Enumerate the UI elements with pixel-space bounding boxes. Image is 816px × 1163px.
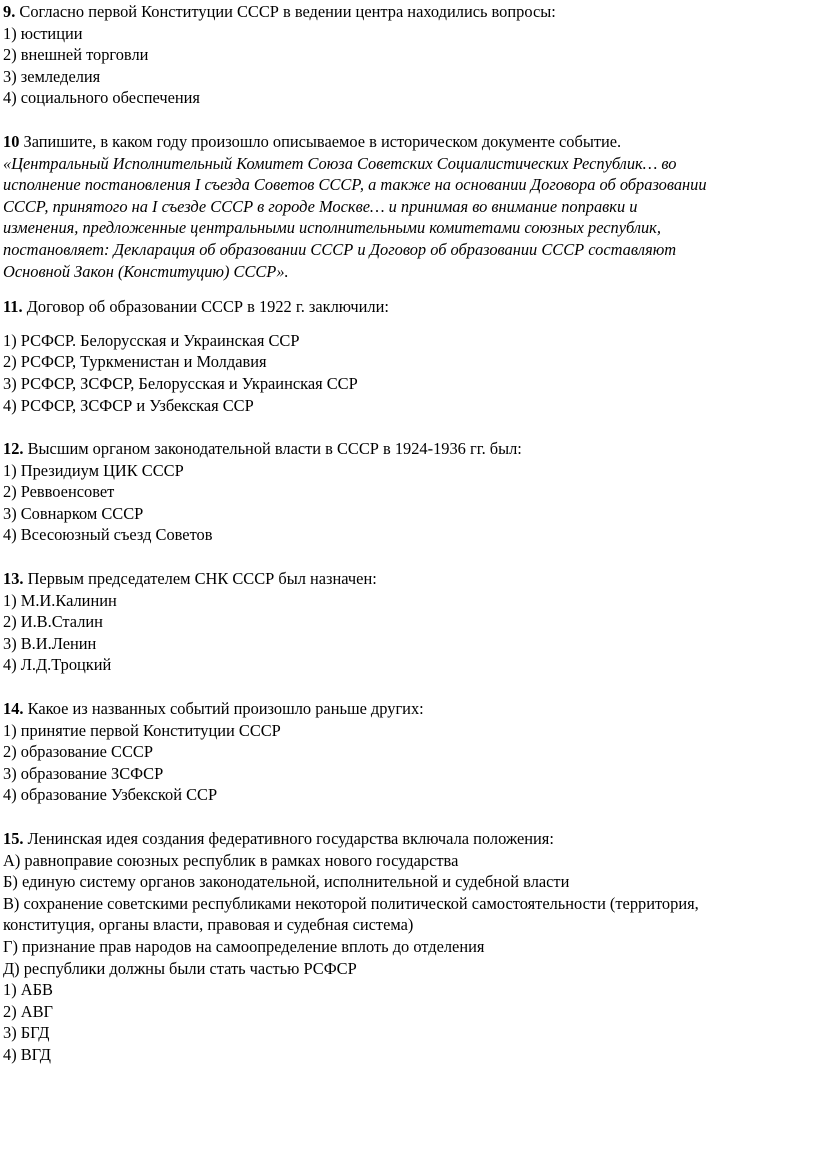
question-10 xyxy=(3,131,809,282)
question-11-number: 11. xyxy=(3,297,23,317)
question-10-text: Запишите, в каком году произошло описываемое в историческом документе событие. xyxy=(19,131,622,151)
question-13-prompt xyxy=(3,568,809,590)
quote-line-2: исполнение постановления I съезда Советов СССР, а также на основании Договора об образовании xyxy=(3,175,707,195)
question-9-number: 9. xyxy=(3,2,16,21)
question-13-text: Первым председателем СНК СССР был назначен: xyxy=(23,569,377,589)
question-14-option-2: 2) образование СССР xyxy=(3,742,153,762)
question-14-prompt xyxy=(3,698,809,720)
quote-line-3: СССР, принятого на I съезде СССР в городе Москве… и принимая во внимание поправки и xyxy=(3,196,638,216)
question-14-option-1: 1) принятие первой Конституции СССР xyxy=(3,720,281,740)
question-15-option-2: 2) АВГ xyxy=(3,1001,53,1021)
question-13-option-3: 3) В.И.Ленин xyxy=(3,633,97,653)
spacer xyxy=(3,318,809,330)
question-14-text: Какое из названных событий произошло раньше других: xyxy=(23,699,424,719)
spacer xyxy=(3,546,809,568)
question-12-number: 12. xyxy=(3,439,24,459)
historical-document-quote xyxy=(3,153,809,283)
question-12-option-1: 1) Президиум ЦИК СССР xyxy=(3,460,184,480)
question-15-option-1: 1) АБВ xyxy=(3,980,53,1000)
question-11-text: Договор об образовании СССР в 1922 г. заключили: xyxy=(22,297,389,317)
question-12-prompt xyxy=(3,438,809,460)
question-15-statement-a: А) равноправие союзных республик в рамках нового государства xyxy=(3,850,459,870)
question-15-statement-v: В) сохранение советскими республиками некоторой политической самостоятельности (территория, xyxy=(3,893,699,913)
question-15-option-3: 3) БГД xyxy=(3,1023,50,1043)
question-12 xyxy=(3,438,809,546)
question-9-option-1: 1) юстиции xyxy=(3,23,83,43)
quote-line-6: Основной Закон (Конституцию) СССР». xyxy=(3,261,289,281)
question-15-option-4: 4) ВГД xyxy=(3,1044,51,1064)
question-15-text: Ленинская идея создания федеративного государства включала положения: xyxy=(23,829,554,848)
question-11 xyxy=(3,296,809,416)
document-page xyxy=(3,1,809,1066)
question-9-option-3: 3) земледелия xyxy=(3,66,101,86)
question-9 xyxy=(3,1,809,109)
quote-line-5: постановляет: Декларация об образовании СССР и Договор об образовании СССР составляют xyxy=(3,239,677,259)
question-10-prompt xyxy=(3,131,809,153)
quote-line-1: «Центральный Исполнительный Комитет Союза Советских Социалистических Республик… во xyxy=(3,153,677,173)
question-15-prompt xyxy=(3,828,809,850)
question-13-option-4: 4) Л.Д.Троцкий xyxy=(3,655,112,675)
question-13-option-2: 2) И.В.Сталин xyxy=(3,612,103,632)
question-11-option-2: 2) РСФСР, Туркменистан и Молдавия xyxy=(3,352,267,372)
question-15-statement-v-cont: конституция, органы власти, правовая и судебная система) xyxy=(3,915,414,935)
question-14 xyxy=(3,698,809,806)
question-10-number: 10 xyxy=(3,131,20,151)
question-12-text: Высшим органом законодательной власти в СССР в 1924-1936 гг. был: xyxy=(23,439,522,459)
question-12-option-4: 4) Всесоюзный съезд Советов xyxy=(3,525,213,545)
question-13-number: 13. xyxy=(3,569,24,589)
question-15-statement-b: Б) единую систему органов законодательной, исполнительной и судебной власти xyxy=(3,872,570,892)
spacer xyxy=(3,676,809,698)
question-14-option-4: 4) образование Узбекской ССР xyxy=(3,785,218,805)
question-15-statement-g: Г) признание прав народов на самоопределение вплоть до отделения xyxy=(3,936,485,956)
question-9-option-4: 4) социального обеспечения xyxy=(3,88,200,108)
question-12-option-3: 3) Совнарком СССР xyxy=(3,503,144,523)
question-9-text: Согласно первой Конституции СССР в ведении центра находились вопросы: xyxy=(15,2,556,21)
spacer xyxy=(3,282,809,296)
question-11-prompt xyxy=(3,296,809,318)
question-9-prompt xyxy=(3,1,809,23)
spacer xyxy=(3,416,809,438)
question-15 xyxy=(3,828,809,1066)
quote-line-4: изменения, предложенные центральными исполнительными комитетами союзных республик, xyxy=(3,218,661,238)
question-13-option-1: 1) М.И.Калинин xyxy=(3,590,117,610)
question-9-option-2: 2) внешней торговли xyxy=(3,45,149,65)
question-11-option-4: 4) РСФСР, ЗСФСР и Узбекская ССР xyxy=(3,395,254,415)
question-14-option-3: 3) образование ЗСФСР xyxy=(3,763,164,783)
question-11-option-3: 3) РСФСР, ЗСФСР, Белорусская и Украинская ССР xyxy=(3,373,358,393)
spacer xyxy=(3,109,809,131)
question-14-number: 14. xyxy=(3,699,24,719)
question-12-option-2: 2) Реввоенсовет xyxy=(3,482,115,502)
question-15-statement-d: Д) республики должны были стать частью РСФСР xyxy=(3,958,357,978)
spacer xyxy=(3,806,809,828)
question-11-option-1: 1) РСФСР. Белорусская и Украинская ССР xyxy=(3,330,300,350)
question-13 xyxy=(3,568,809,676)
question-15-number: 15. xyxy=(3,829,24,848)
